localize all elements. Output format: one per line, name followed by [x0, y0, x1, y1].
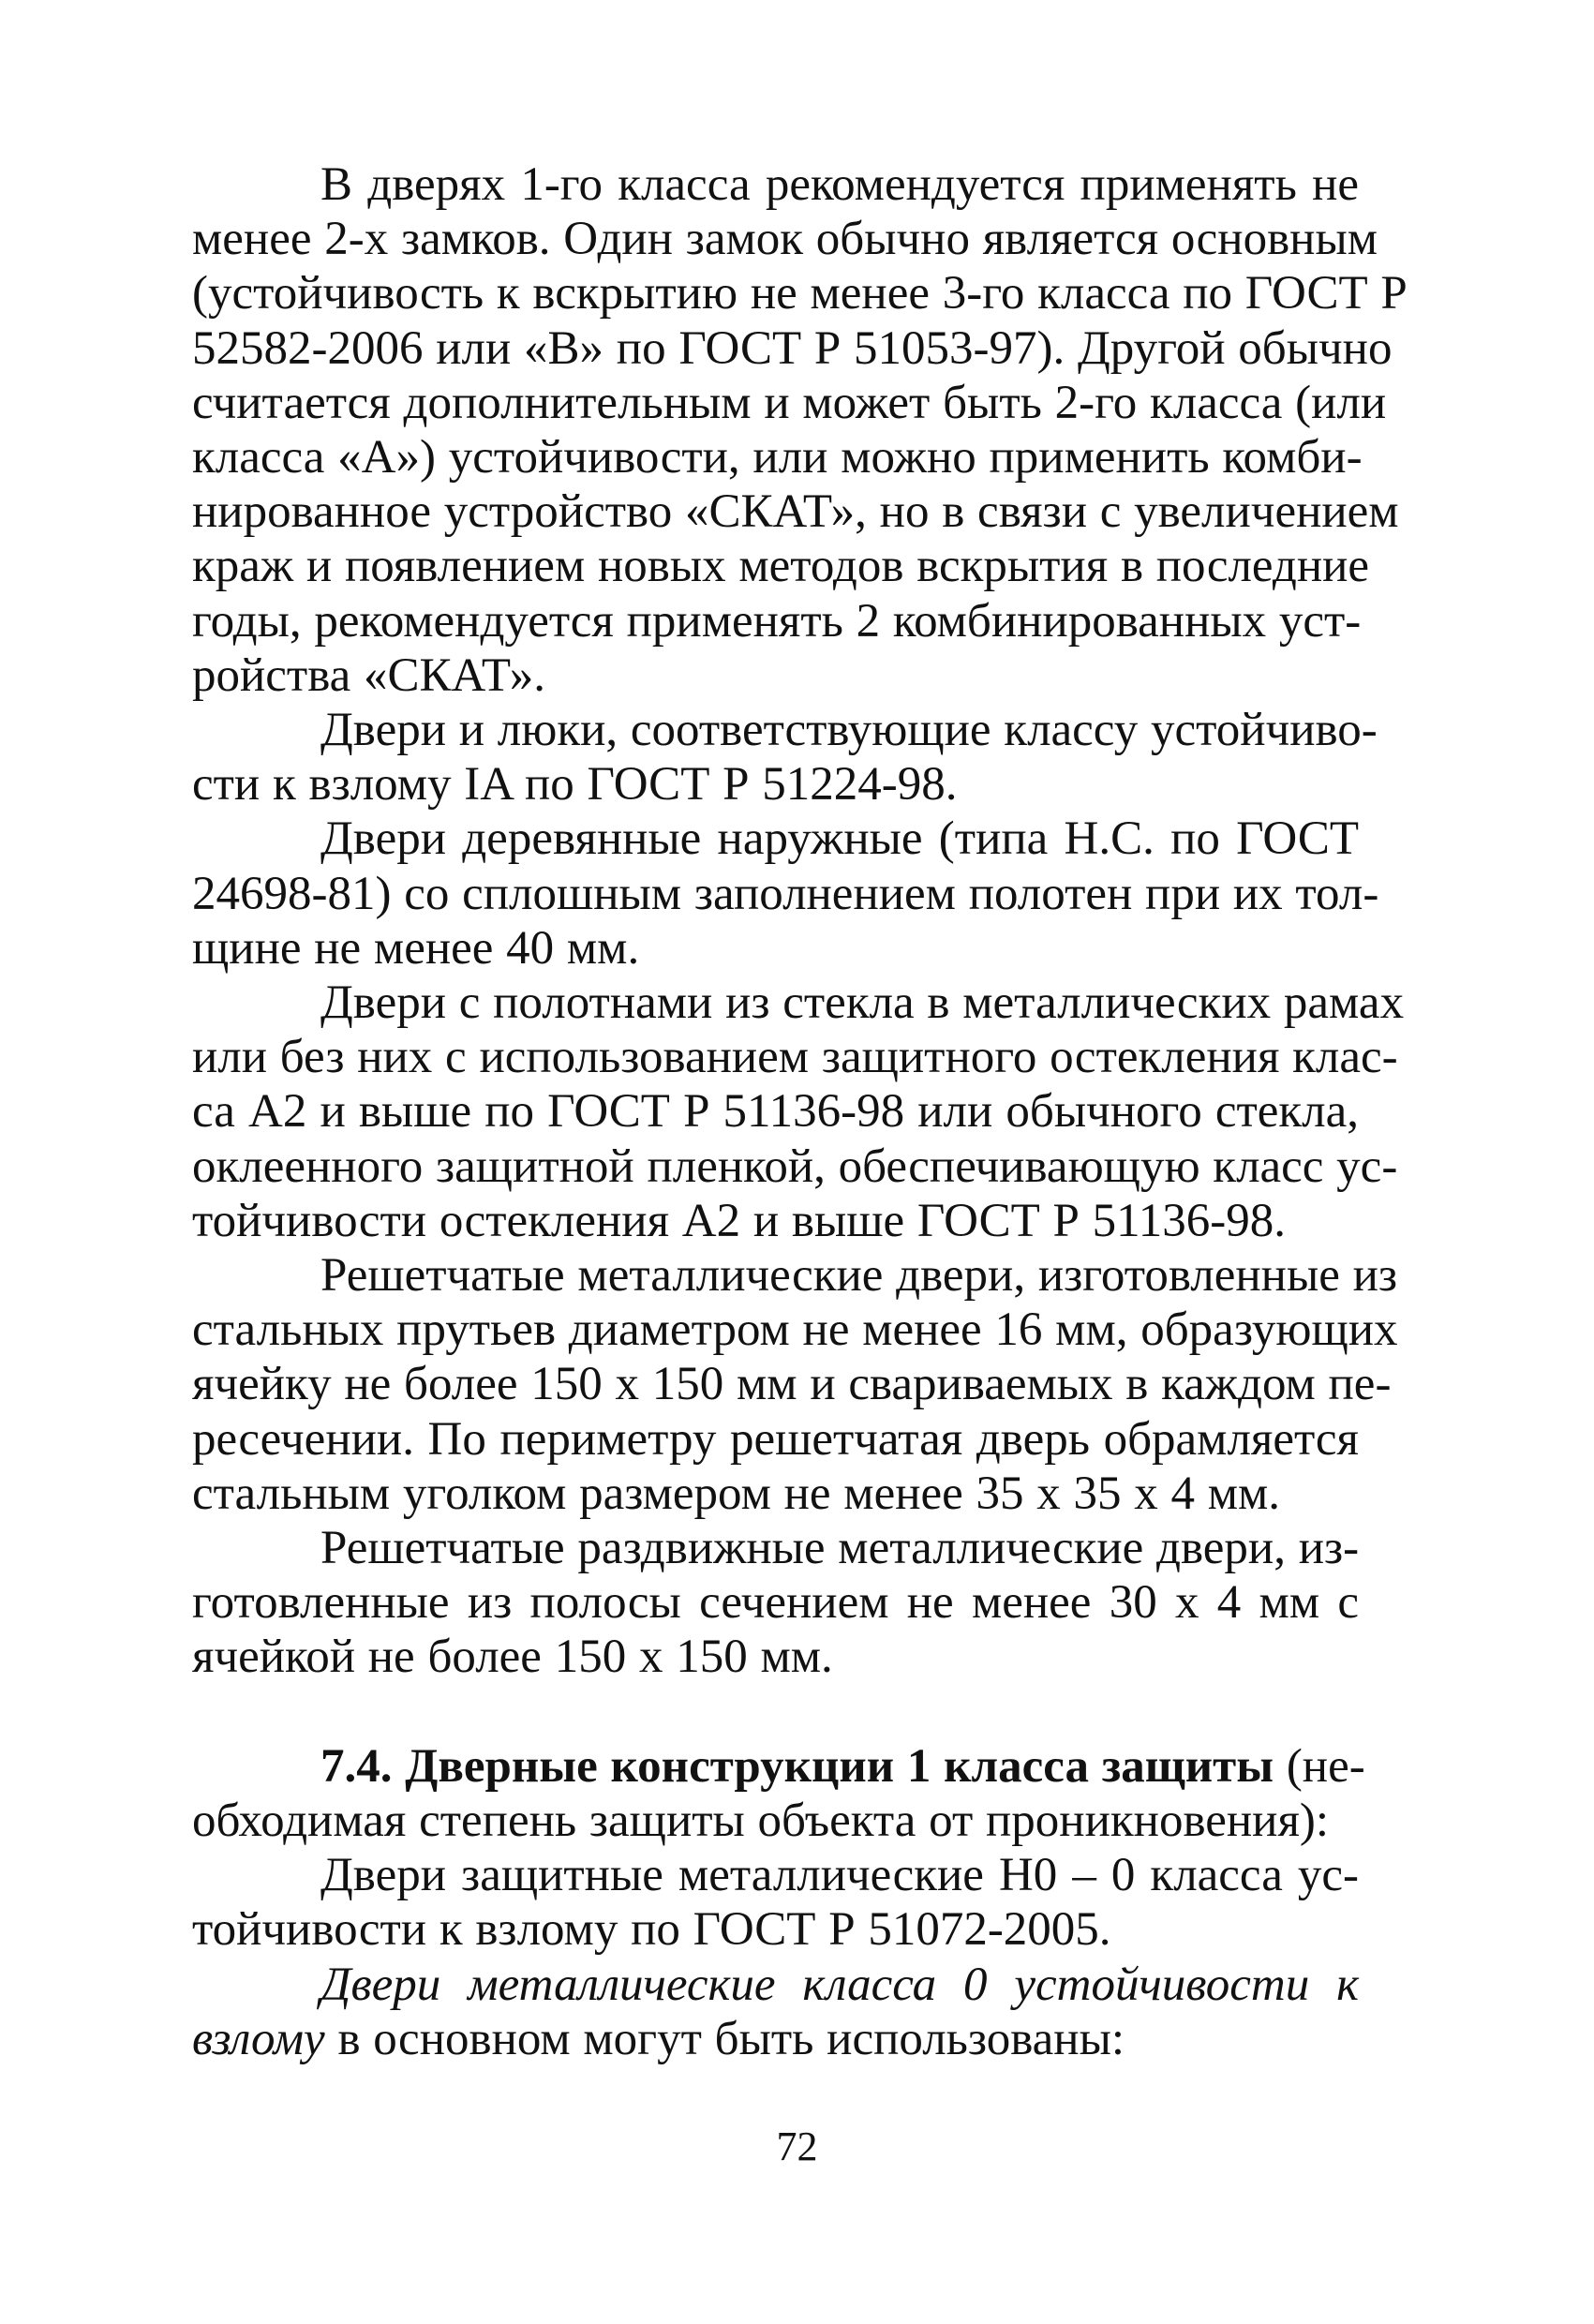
paragraph-locks	[192, 157, 1408, 703]
text-line: В дверях 1-го класса рекомендуется применять не	[320, 158, 1359, 211]
text-line: ройства «СКАТ».	[192, 648, 545, 702]
text-line: стальным уголком размером не менее 35 х 35 х 4 мм.	[192, 1467, 1281, 1520]
text-line: Двери и люки, соответствующие классу устойчиво-	[320, 704, 1378, 757]
text-line: ячейку не более 150 х 150 мм и свариваемых в каждом пе-	[192, 1358, 1392, 1411]
text-line: тойчивости к взлому по ГОСТ Р 51072-2005.	[192, 1903, 1111, 1957]
text-line: класса «А») устойчивости, или можно применить комби-	[192, 431, 1363, 484]
text-line: 24698-81) со сплошным заполнением полотен при их тол-	[192, 867, 1379, 920]
section-heading-rest: (не-	[1274, 1739, 1365, 1793]
section-heading	[192, 1739, 1365, 1794]
text-line: ресечении. По периметру решетчатая дверь обрамляется	[192, 1412, 1359, 1466]
paragraph-grated-doors	[192, 1248, 1398, 1521]
text-line: Двери защитные металлические Н0 – 0 класса ус-	[320, 1849, 1359, 1902]
body-text	[192, 157, 1408, 2066]
text-line: обходимая степень защиты объекта от проникновения):	[192, 1794, 1330, 1847]
text-line: сти к взлому IA по ГОСТ Р 51224-98.	[192, 758, 958, 812]
text-line	[192, 2012, 1359, 2066]
section-spacer	[192, 1685, 1359, 1739]
text-line: тойчивости остекления А2 и выше ГОСТ Р 51136-98.	[192, 1194, 1286, 1247]
paragraph-hatches	[192, 703, 1378, 812]
text-line: (устойчивость к вскрытию не менее 3-го класса по ГОСТ Р	[192, 267, 1408, 320]
text-line: или без них с использованием защитного остекления клас-	[192, 1031, 1398, 1084]
paragraph-sliding-doors	[192, 1521, 1359, 1685]
text-line: нированное устройство «СКАТ», но в связи с увеличением	[192, 485, 1399, 539]
text-line: считается дополнительным и может быть 2-го класса (или	[192, 376, 1387, 429]
text-continuation: в основном могут быть использованы:	[324, 2012, 1125, 2065]
text-line: Решетчатые раздвижные металлические двери, из-	[320, 1522, 1360, 1575]
text-line: готовленные из полосы сечением не менее 30 х 4 мм с	[192, 1576, 1359, 1630]
section-7-4	[192, 1739, 1365, 2066]
text-line: годы, рекомендуется применять 2 комбинированных уст-	[192, 594, 1362, 648]
text-line: Двери деревянные наружные (типа Н.С. по ГОСТ	[320, 812, 1359, 866]
text-line: менее 2-х замков. Один замок обычно является основным	[192, 213, 1378, 266]
section-heading-title: 7.4. Дверные конструкции 1 класса защиты	[320, 1739, 1274, 1793]
text-line: Решетчатые металлические двери, изготовленные из	[320, 1249, 1398, 1303]
text-line: краж и появлением новых методов вскрытия в последние	[192, 540, 1370, 593]
paragraph-glass-doors	[192, 976, 1405, 1248]
text-line: 52582-2006 или «В» по ГОСТ Р 51053-97). Другой обычно	[192, 321, 1393, 375]
paragraph-wooden-doors	[192, 812, 1379, 976]
text-line: Двери с полотнами из стекла в металлических рамах	[320, 976, 1405, 1030]
italic-term-line: Двери металлические класса 0 устойчивости к	[320, 1958, 1359, 2011]
text-line: щине не менее 40 мм.	[192, 921, 640, 975]
italic-term: взлому	[192, 2012, 325, 2065]
text-line: са А2 и выше по ГОСТ Р 51136-98 или обычного стекла,	[192, 1085, 1359, 1139]
text-line: стальных прутьев диаметром не менее 16 мм, образующих	[192, 1304, 1398, 1357]
page-number: 72	[776, 2123, 818, 2169]
text-line: оклеенного защитной пленкой, обеспечивающую класс ус-	[192, 1140, 1398, 1193]
text-line: ячейкой не более 150 х 150 мм.	[192, 1631, 833, 1684]
